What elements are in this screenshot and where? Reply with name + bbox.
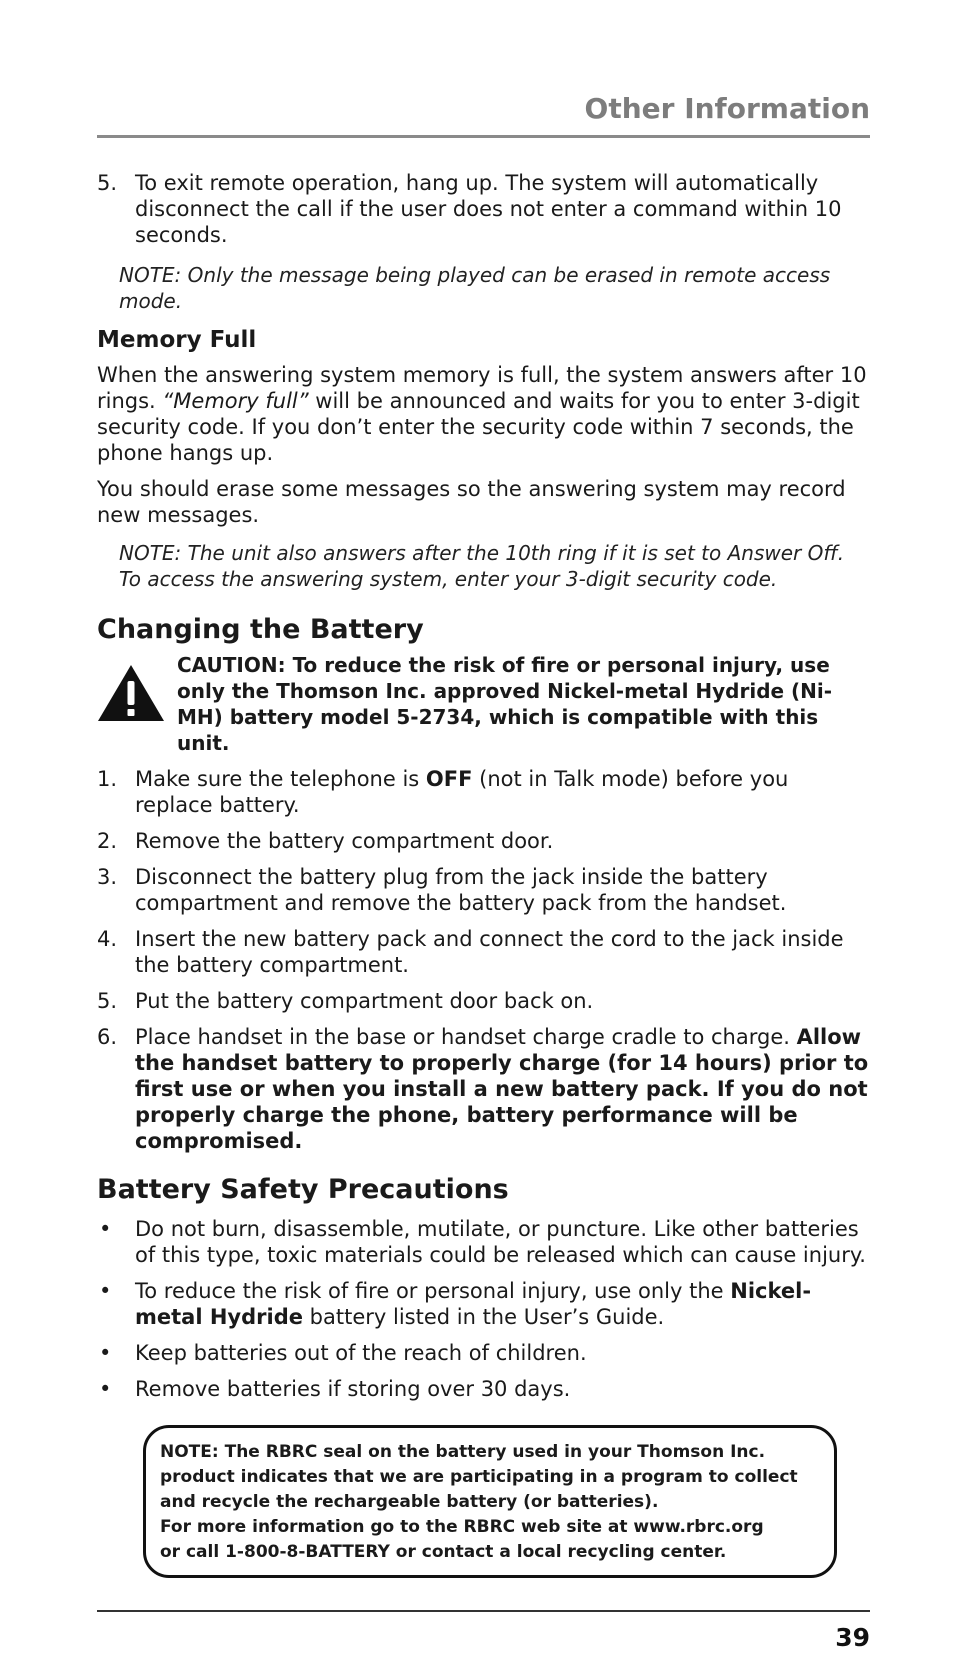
safety-item-4: • Remove batteries if storing over 30 days. [99,1377,571,1401]
step-5-remote [97,170,870,248]
warning-triangle-icon [97,664,165,722]
battery-step-3: 3. Disconnect the battery plug from the jack inside the battery compartment and remove the battery pack from the handset. [97,865,787,915]
bullet-icon: • [99,1341,112,1365]
footer-rule [97,1610,870,1612]
page-header-title: Other Information [584,92,870,125]
step-number: 4. [97,927,118,951]
memory-full-paragraph-1: When the answering system memory is full, the system answers after 10 rings. “Memory full” will be announced and waits for you to enter 3-digit security code. If you don’t enter the security code within 7 seconds, the phone hangs up. [97,363,867,465]
step-number: 1. [97,767,118,791]
battery-safety-heading: Battery Safety Precautions [97,1174,509,1205]
changing-battery-heading: Changing the Battery [97,614,424,645]
step-number: 2. [97,829,118,853]
battery-step-1: 1. Make sure the telephone is OFF (not in Talk mode) before you replace battery. [97,767,789,817]
step-number: 5. [97,171,118,195]
battery-step-5: 5. Put the battery compartment door back on. [97,989,594,1013]
rbrc-note-line-2: For more information go to the RBRC web site at www.rbrc.org [160,1517,764,1537]
safety-item-3: • Keep batteries out of the reach of children. [99,1341,587,1365]
step-text: To exit remote operation, hang up. The system will automatically disconnect the call if the user does not enter a command within 10 seconds. [135,171,842,247]
page-content [97,170,870,1402]
step-number: 5. [97,989,118,1013]
battery-step-2: 2. Remove the battery compartment door. [97,829,554,853]
memory-full-note: NOTE: The unit also answers after the 10th ring if it is set to Answer Off. To access the answering system, enter your 3-digit security code. [119,541,845,591]
battery-step-6: 6. Place handset in the base or handset charge cradle to charge. Allow the handset battery to properly charge (for 14 hours) prior to first use or when you install a new battery pack. If you do not properly charge the phone, battery performance will be compromised. [97,1025,869,1153]
battery-step-4: 4. Insert the new battery pack and connect the cord to the jack inside the battery compartment. [97,927,844,977]
bullet-icon: • [99,1377,112,1401]
page-number: 39 [835,1623,870,1652]
safety-item-1: • Do not burn, disassemble, mutilate, or puncture. Like other batteries of this type, toxic materials could be released which can cause injury. [99,1217,866,1267]
bullet-icon: • [99,1279,112,1303]
step-number: 6. [97,1025,118,1049]
rbrc-note-line-3: or call 1-800-8-BATTERY or contact a local recycling center. [160,1542,727,1562]
memory-full-paragraph-2: You should erase some messages so the answering system may record new messages. [97,477,846,527]
rbrc-note-line-1: NOTE: The RBRC seal on the battery used in your Thomson Inc. product indicates that we are participating in a program to collect and recycle the rechargeable battery (or batteries). [160,1442,798,1512]
rbrc-note-box [143,1425,837,1578]
header-rule [97,135,870,138]
safety-item-2: • To reduce the risk of fire or personal injury, use only the Nickel-metal Hydride battery listed in the User’s Guide. [99,1279,812,1329]
bullet-icon: • [99,1217,112,1241]
caution-block [97,652,870,756]
remote-note: NOTE: Only the message being played can be erased in remote access mode. [119,263,831,313]
step-number: 3. [97,865,118,889]
caution-text: CAUTION: To reduce the risk of fire or personal injury, use only the Thomson Inc. approved Nickel-metal Hydride (Ni-MH) battery model 5-2734, which is compatible with this unit. [177,653,833,755]
memory-full-heading: Memory Full [97,327,257,353]
